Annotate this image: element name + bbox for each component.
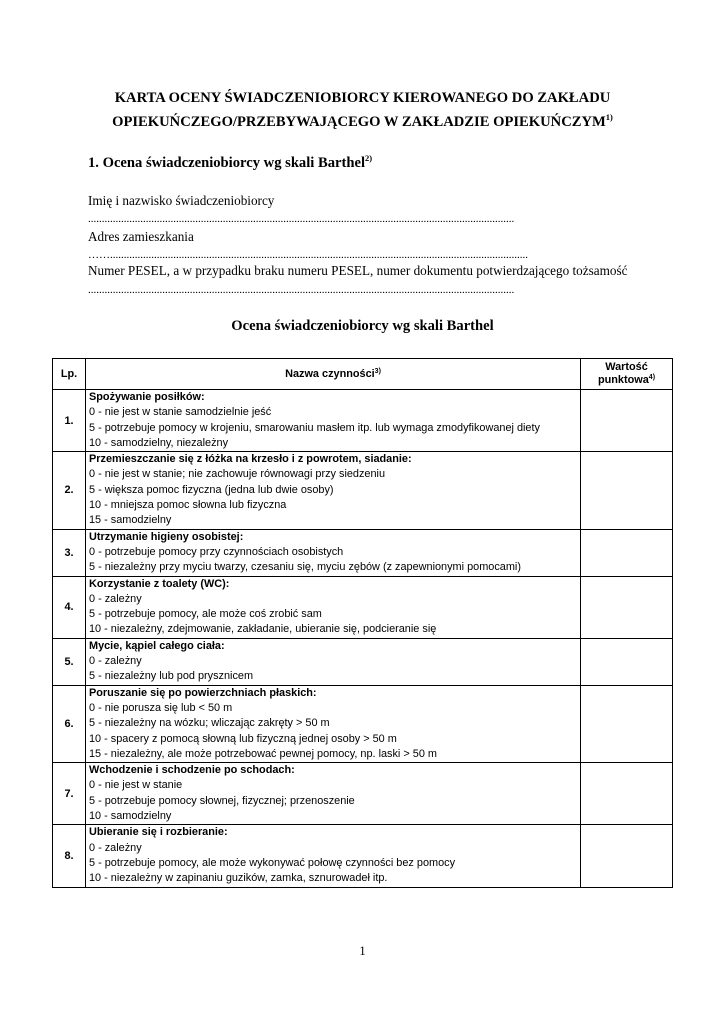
activity-title: Spożywanie posiłków: xyxy=(89,391,205,403)
score-value-cell[interactable] xyxy=(581,685,673,762)
row-number: 6. xyxy=(53,685,86,762)
header-score-line-1: Wartość xyxy=(605,361,648,373)
score-option: 0 - nie jest w stanie xyxy=(89,779,183,792)
score-option: 0 - zależny xyxy=(89,592,142,605)
table-row xyxy=(53,638,673,685)
score-value-cell[interactable] xyxy=(581,825,673,887)
document-title-line-2-text: OPIEKUŃCZEGO/PRZEBYWAJĄCEGO W ZAKŁADZIE OPIEKUŃCZYM xyxy=(112,114,606,130)
score-option: 10 - samodzielny, niezależny xyxy=(89,436,229,449)
score-option: 0 - zależny xyxy=(89,841,142,854)
header-score xyxy=(581,359,673,390)
table-row xyxy=(53,529,673,576)
row-number: 5. xyxy=(53,638,86,685)
field-line-address[interactable]: ……........................................................................................................................................................ xyxy=(88,249,528,261)
activity-cell xyxy=(86,576,581,638)
activity-title: Poruszanie się po powierzchniach płaskich: xyxy=(89,686,317,699)
score-value-cell[interactable] xyxy=(581,576,673,638)
table-row xyxy=(53,390,673,452)
score-option: 0 - potrzebuje pomocy przy czynnościach osobistych xyxy=(89,545,344,558)
score-option: 10 - niezależny, zdejmowanie, zakładanie, ubieranie się, podcieranie się xyxy=(89,623,437,636)
table-row xyxy=(53,452,673,529)
score-option: 0 - nie jest w stanie; nie zachowuje równowagi przy siedzeniu xyxy=(89,468,386,481)
header-activity-name xyxy=(86,359,581,390)
title-footnote-marker: 1) xyxy=(605,112,613,122)
field-label-address: Adres zamieszkania xyxy=(88,229,194,244)
score-option: 10 - mniejsza pomoc słowna lub fizyczna xyxy=(89,499,287,512)
score-value-cell[interactable] xyxy=(581,529,673,576)
score-option: 15 - samodzielny xyxy=(89,514,172,527)
score-option: 10 - spacery z pomocą słowną lub fizyczną jednej osoby > 50 m xyxy=(89,732,397,745)
score-option: 5 - niezależny na wózku; wliczając zakręty > 50 m xyxy=(89,717,330,730)
score-value-cell[interactable] xyxy=(581,763,673,825)
activity-title: Mycie, kąpiel całego ciała: xyxy=(89,639,225,652)
row-number: 4. xyxy=(53,576,86,638)
row-number: 1. xyxy=(53,390,86,452)
score-option: 5 - większa pomoc fizyczna (jedna lub dwie osoby) xyxy=(89,483,334,496)
header-score-footnote: 4) xyxy=(648,374,656,381)
header-lp: Lp. xyxy=(53,359,86,390)
header-score-line-2 xyxy=(584,374,669,387)
activity-title: Utrzymanie higieny osobistej: xyxy=(89,530,244,543)
activity-cell xyxy=(86,763,581,825)
document-title-line-1: KARTA OCENY ŚWIADCZENIOBIORCY KIEROWANEGO DO ZAKŁADU xyxy=(114,90,611,106)
score-option: 5 - potrzebuje pomocy, ale może coś zrobić sam xyxy=(89,608,322,621)
document-title-line-2 xyxy=(80,110,645,134)
table-row xyxy=(53,576,673,638)
score-option: 15 - niezależny, ale może potrzebować pewnej pomocy, np. laski > 50 m xyxy=(89,747,437,760)
table-row xyxy=(53,763,673,825)
activity-cell xyxy=(86,390,581,452)
activity-title: Przemieszczanie się z łóżka na krzesło i z powrotem, siadanie: xyxy=(89,453,412,466)
score-option: 5 - potrzebuje pomocy w krojeniu, smarowaniu masłem itp. lub wymaga zmodyfikowanej diety xyxy=(89,421,540,434)
section-heading xyxy=(88,155,372,172)
table-header-row xyxy=(53,359,673,390)
row-number: 8. xyxy=(53,825,86,887)
row-number: 2. xyxy=(53,452,86,529)
activity-cell xyxy=(86,452,581,529)
activity-cell xyxy=(86,638,581,685)
table-title: Ocena świadczeniobiorcy wg skali Barthel xyxy=(231,318,494,334)
activity-title: Ubieranie się i rozbieranie: xyxy=(89,826,228,839)
score-option: 5 - niezależny lub pod prysznicem xyxy=(89,670,254,683)
score-option: 5 - potrzebuje pomocy słownej, fizycznej; przenoszenie xyxy=(89,794,355,807)
header-activity-name-text: Nazwa czynności xyxy=(285,367,375,380)
score-value-cell[interactable] xyxy=(581,638,673,685)
field-line-pesel[interactable]: ........................................................................................................................................................... xyxy=(88,284,515,296)
activity-cell xyxy=(86,529,581,576)
field-label-pesel: Numer PESEL, a w przypadku braku numeru PESEL, numer dokumentu potwierdzającego tożsamość xyxy=(88,263,628,278)
score-option: 0 - zależny xyxy=(89,655,142,668)
score-option: 10 - niezależny w zapinaniu guzików, zamka, sznurowadeł itp. xyxy=(89,872,388,885)
table-row xyxy=(53,825,673,887)
activity-title: Wchodzenie i schodzenie po schodach: xyxy=(89,764,295,777)
score-option: 10 - samodzielny xyxy=(89,810,172,823)
activity-cell xyxy=(86,825,581,887)
activity-title: Korzystanie z toalety (WC): xyxy=(89,577,230,590)
table-row xyxy=(53,685,673,762)
score-option: 0 - nie porusza się lub < 50 m xyxy=(89,701,233,714)
field-line-name[interactable]: ........................................................................................................................................................... xyxy=(88,213,515,225)
field-label-name: Imię i nazwisko świadczeniobiorcy xyxy=(88,193,275,208)
section-heading-text: 1. Ocena świadczeniobiorcy wg skali Barthel xyxy=(88,155,366,171)
document-title xyxy=(80,86,645,134)
score-option: 0 - nie jest w stanie samodzielnie jeść xyxy=(89,406,272,419)
score-value-cell[interactable] xyxy=(581,390,673,452)
section-footnote-marker: 2) xyxy=(365,153,373,163)
header-name-footnote: 3) xyxy=(374,367,381,375)
page-number: 1 xyxy=(359,944,366,958)
header-score-line-2-text: punktowa xyxy=(597,374,649,386)
barthel-table xyxy=(52,358,673,888)
row-number: 3. xyxy=(53,529,86,576)
activity-cell xyxy=(86,685,581,762)
score-option: 5 - niezależny przy myciu twarzy, czesaniu się, myciu zębów (z zapewnionymi pomocami) xyxy=(89,561,521,574)
row-number: 7. xyxy=(53,763,86,825)
score-option: 5 - potrzebuje pomocy, ale może wykonywać połowę czynności bez pomocy xyxy=(89,856,456,869)
score-value-cell[interactable] xyxy=(581,452,673,529)
